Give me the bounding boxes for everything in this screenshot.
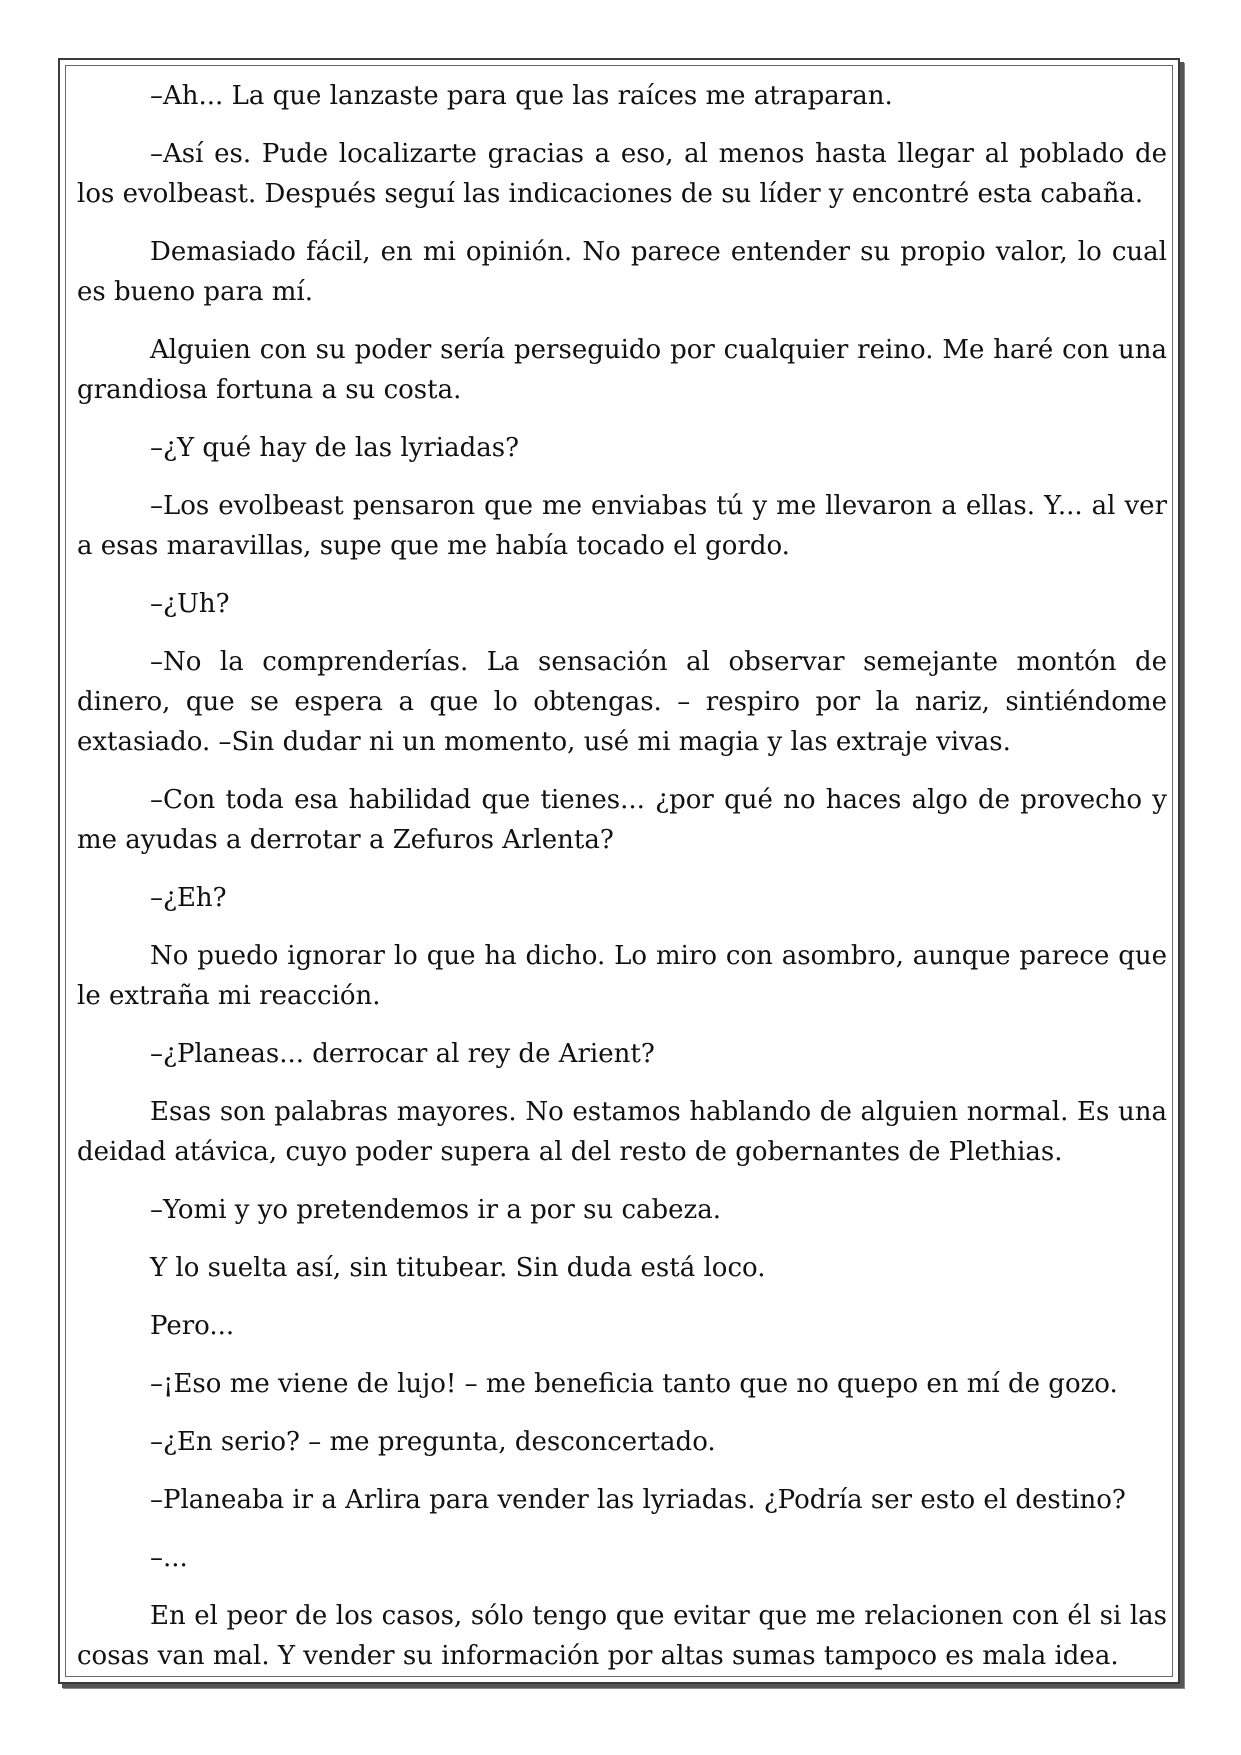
paragraph-9: –Con toda esa habilidad que tienes... ¿por qué no haces algo de provecho y me ayudas a derrotar a Zefuros Arlenta? <box>77 785 1167 855</box>
paragraph-13: Esas son palabras mayores. No estamos hablando de alguien normal. Es una deidad atávica, cuyo poder supera al del resto de gobernantes de Plethias. <box>77 1097 1167 1167</box>
paragraph-14: –Yomi y yo pretendemos ir a por su cabeza. <box>150 1195 722 1225</box>
paragraph-19: –Planeaba ir a Arlira para vender las lyriadas. ¿Podría ser esto el destino? <box>150 1485 1126 1515</box>
page-border <box>58 58 1180 1684</box>
paragraph-7: –¿Uh? <box>150 589 230 619</box>
paragraph-10: –¿Eh? <box>150 883 227 913</box>
paragraph-2: –Así es. Pude localizarte gracias a eso, al menos hasta llegar al poblado de los evolbeast. Después seguí las indicaciones de su líder y encontré esta cabaña. <box>77 139 1167 209</box>
paragraph-6: –Los evolbeast pensaron que me enviabas tú y me llevaron a ellas. Y... al ver a esas maravillas, supe que me había tocado el gordo. <box>77 491 1167 561</box>
paragraph-3: Demasiado fácil, en mi opinión. No parece entender su propio valor, lo cual es bueno para mí. <box>77 237 1167 307</box>
paragraph-20: –... <box>150 1543 188 1573</box>
paragraph-17: –¡Eso me viene de lujo! – me beneficia tanto que no quepo en mí de gozo. <box>150 1369 1118 1399</box>
paragraph-5: –¿Y qué hay de las lyriadas? <box>150 433 520 463</box>
paragraph-1: –Ah... La que lanzaste para que las raíces me atraparan. <box>150 81 893 111</box>
paragraph-11: No puedo ignorar lo que ha dicho. Lo miro con asombro, aunque parece que le extraña mi reacción. <box>77 941 1167 1011</box>
paragraph-12: –¿Planeas... derrocar al rey de Arient? <box>150 1039 655 1069</box>
document-body <box>77 76 1167 1676</box>
paragraph-16: Pero... <box>150 1311 235 1341</box>
paragraph-4: Alguien con su poder sería perseguido por cualquier reino. Me haré con una grandiosa fortuna a su costa. <box>77 335 1167 405</box>
paragraph-15: Y lo suelta así, sin titubear. Sin duda está loco. <box>150 1253 766 1283</box>
paragraph-21: En el peor de los casos, sólo tengo que evitar que me relacionen con él si las cosas van mal. Y vender su información por altas sumas tampoco es mala idea. <box>77 1601 1167 1671</box>
paragraph-18: –¿En serio? – me pregunta, desconcertado. <box>150 1427 716 1457</box>
paragraph-8: –No la comprenderías. La sensación al observar semejante montón de dinero, que se espera a que lo obtengas. – respiro por la nariz, sintiéndome extasiado. –Sin dudar ni un momento, usé mi magia y las extraje vivas. <box>77 647 1167 757</box>
